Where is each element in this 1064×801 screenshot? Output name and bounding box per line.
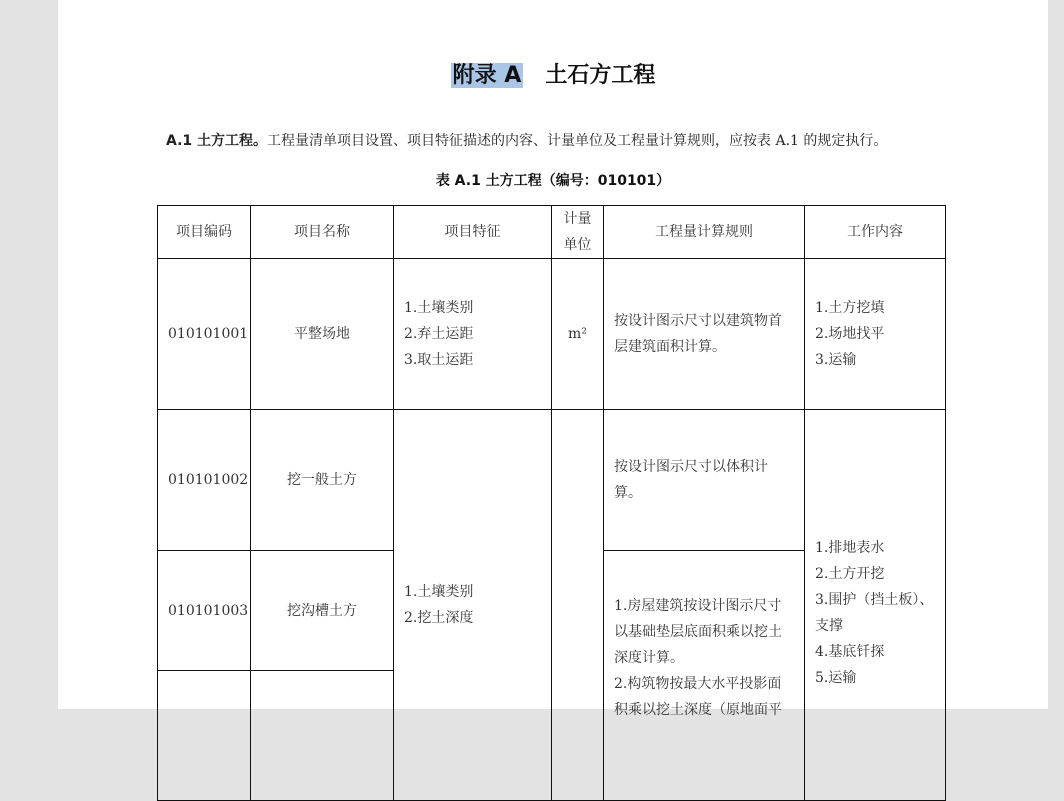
table-row [158,410,946,551]
work-item: 2.土方开挖 [815,566,885,582]
work-item: 1.排地表水 [815,540,885,556]
selected-title-text[interactable]: 附录 A [452,63,522,88]
row2-rule: 按设计图示尺寸以体积计算。 [604,410,805,551]
header-rule: 工程量计算规则 [604,206,805,259]
shared-features [394,410,552,801]
intro-text: 工程量清单项目设置、项目特征描述的内容、计量单位及工程量计算规则，应按表 A.1 的规定执行。 [267,133,888,149]
feature-item: 3.取土运距 [404,352,474,368]
work-item: 5.运输 [815,670,857,686]
work-item: 1.土方挖填 [815,300,885,316]
row1-unit: m² [552,259,604,410]
feature-item: 1.土壤类别 [404,300,474,316]
header-work: 工作内容 [805,206,946,259]
row3-code: 010101003 [158,551,251,671]
rule-item: 1.房屋建筑按设计图示尺寸以基础垫层底面积乘以挖土深度计算。 [614,598,782,666]
document-page [58,0,1048,718]
intro-paragraph [166,130,1026,152]
header-name: 项目名称 [251,206,394,259]
work-item: 3.围护（挡土板）、支撑 [815,592,934,634]
shared-unit [552,410,604,801]
earthwork-table [157,205,946,801]
row2-name: 挖一般土方 [251,410,394,551]
row1-name: 平整场地 [251,259,394,410]
title-text: 土石方工程 [545,63,656,88]
row3-name: 挖沟槽土方 [251,551,394,671]
table-caption: 表 A.1 土方工程（编号：010101） [435,173,671,189]
header-unit-line1: 计量 [563,211,592,227]
rule-item: 2.构筑物按最大水平投影面积乘以挖土深度（原地面平 [614,676,782,718]
row1-code: 010101001 [158,259,251,410]
row1-rule: 按设计图示尺寸以建筑物首层建筑面积计算。 [604,259,805,410]
intro-section-label: A.1 土方工程。 [166,133,268,149]
header-unit [552,206,604,259]
row2-code: 010101002 [158,410,251,551]
feature-item: 2.弃土运距 [404,326,474,342]
header-code: 项目编码 [158,206,251,259]
feature-item: 2.挖土深度 [404,610,474,626]
header-unit-line2: 单位 [563,237,592,253]
row1-work [805,259,946,410]
row3-rule [604,551,805,801]
work-item: 2.场地找平 [815,326,885,342]
work-item: 4.基底钎探 [815,644,885,660]
shared-work [805,410,946,801]
row1-features [394,259,552,410]
appendix-title [58,60,1048,92]
table-header-row [158,206,946,259]
header-feature: 项目特征 [394,206,552,259]
work-item: 3.运输 [815,352,857,368]
row4-name [251,671,394,801]
table-row [158,259,946,410]
row4-code [158,671,251,801]
feature-item: 1.土壤类别 [404,584,474,600]
